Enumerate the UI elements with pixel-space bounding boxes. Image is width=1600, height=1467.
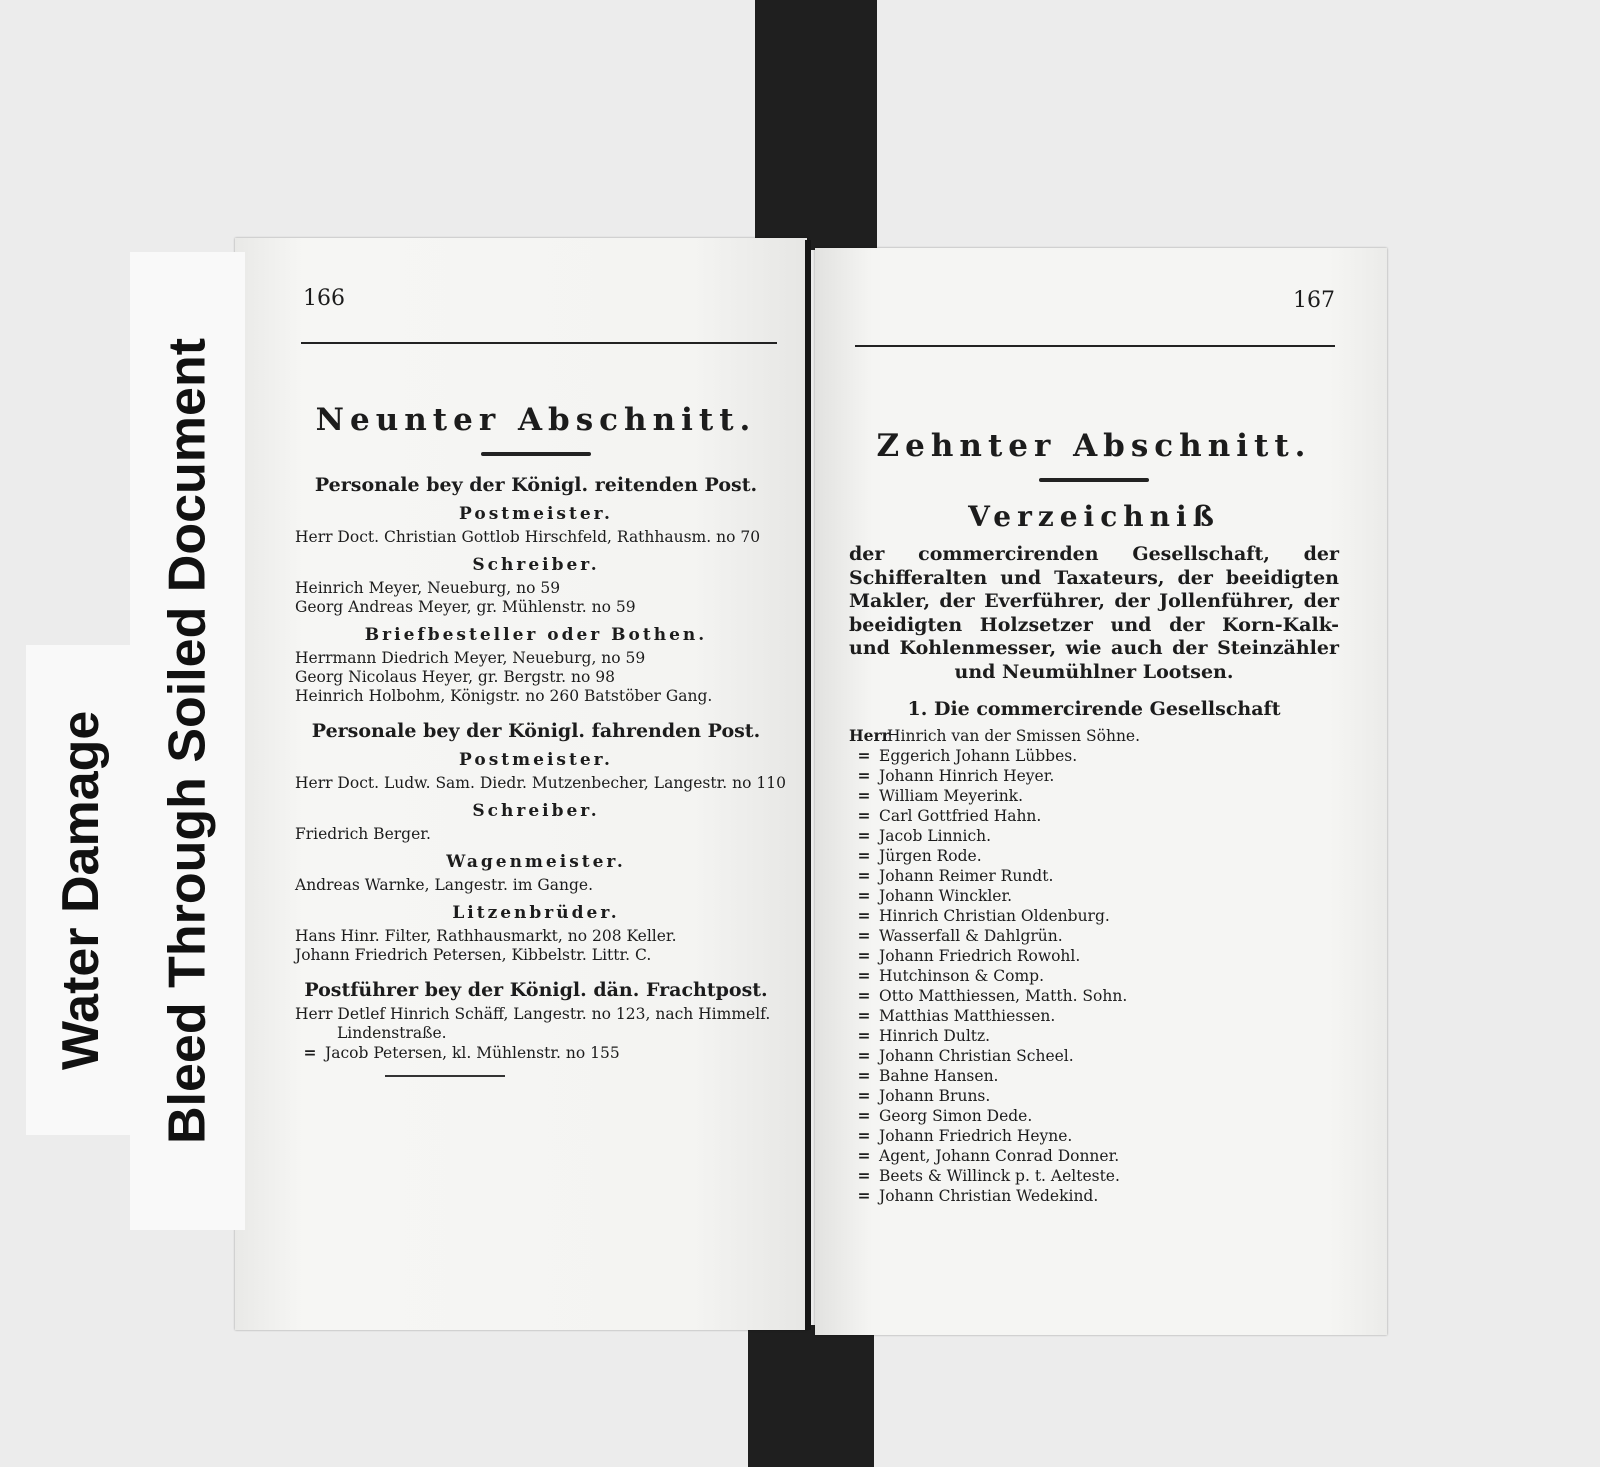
herr-prefix: Herr: [849, 726, 890, 745]
member-name: Bahne Hansen.: [879, 1067, 999, 1085]
list-item: [849, 1146, 1339, 1166]
entry: Herr Doct. Ludw. Sam. Diedr. Mutzenbecher, Langestr. no 110: [295, 774, 786, 792]
book-gutter: [805, 240, 811, 1330]
group-heading: Postmeister.: [459, 750, 613, 770]
list-item: [849, 866, 1339, 886]
entry: Andreas Warnke, Langestr. im Gange.: [295, 876, 594, 894]
member-name: Hinrich van der Smissen Söhne.: [887, 727, 1141, 745]
member-name: Wasserfall & Dahlgrün.: [879, 927, 1063, 945]
list-item: [849, 1106, 1339, 1126]
member-list: [849, 726, 1339, 1206]
member-name: Georg Simon Dede.: [879, 1107, 1033, 1125]
ditto-mark: =: [857, 906, 871, 925]
section-title: 1. Die commercirende Gesellschaft: [907, 698, 1281, 720]
ditto-mark: =: [857, 886, 871, 905]
header-rule-right: [855, 345, 1335, 347]
entry: Georg Nicolaus Heyer, gr. Bergstr. no 98: [295, 668, 616, 686]
list-item: [849, 726, 1339, 746]
list-item: [849, 1086, 1339, 1106]
list-item: [849, 1186, 1339, 1206]
ditto-mark: =: [857, 1046, 871, 1065]
section-title: Personale bey der Königl. fahrenden Post.: [311, 720, 761, 742]
list-item: [849, 1046, 1339, 1066]
page-number-right: 167: [1293, 288, 1335, 313]
entry: Heinrich Meyer, Neueburg, no 59: [295, 579, 561, 597]
member-name: Johann Christian Scheel.: [879, 1047, 1074, 1065]
member-name: Johann Friedrich Heyne.: [879, 1127, 1073, 1145]
header-rule-left: [301, 342, 777, 344]
member-name: Johann Christian Wedekind.: [879, 1187, 1099, 1205]
water-damage-label: Water Damage: [26, 645, 136, 1135]
entry-text: Jacob Petersen, kl. Mühlenstr. no 155: [325, 1044, 620, 1062]
member-name: Carl Gottfried Hahn.: [879, 807, 1042, 825]
ditto-mark: =: [857, 926, 871, 945]
list-item: [849, 926, 1339, 946]
member-name: Beets & Willinck p. t. Aelteste.: [879, 1167, 1120, 1185]
member-name: Jacob Linnich.: [879, 827, 992, 845]
left-page: [235, 238, 807, 1330]
group-heading: Litzenbrüder.: [452, 903, 620, 923]
chapter-title-right: Zehnter Abschnitt.: [876, 428, 1312, 464]
entry: Johann Friedrich Petersen, Kibbelstr. Littr. C.: [295, 946, 652, 964]
group-heading: Briefbesteller oder Bothen.: [364, 625, 708, 645]
ditto-mark: =: [857, 986, 871, 1005]
member-name: Hinrich Christian Oldenburg.: [879, 907, 1110, 925]
binding-strip-bottom: [748, 1325, 874, 1467]
list-item: [849, 1066, 1339, 1086]
member-name: Johann Winckler.: [879, 887, 1013, 905]
ditto-mark: =: [857, 1146, 871, 1165]
member-name: Johann Hinrich Heyer.: [879, 767, 1055, 785]
entry: [295, 1043, 777, 1063]
ditto-mark: =: [857, 1026, 871, 1045]
list-item: [849, 906, 1339, 926]
page-number-left: 166: [303, 286, 345, 311]
member-name: Johann Friedrich Rowohl.: [879, 947, 1081, 965]
group-heading: Wagenmeister.: [446, 852, 626, 872]
right-page-content: [849, 428, 1339, 1206]
bleed-through-label: Bleed Through Soiled Document: [130, 252, 245, 1230]
section-title: Postführer bey der Königl. dän. Frachtpost.: [304, 979, 768, 1001]
ditto-mark: =: [857, 1186, 871, 1205]
list-item: [849, 1026, 1339, 1046]
list-item: [849, 886, 1339, 906]
ditto-mark: =: [303, 1043, 317, 1062]
left-page-content: [295, 402, 786, 1077]
ditto-mark: =: [857, 746, 871, 765]
list-item: [849, 846, 1339, 866]
entry: Heinrich Holbohm, Königstr. no 260 Batstöber Gang.: [295, 687, 713, 705]
ditto-mark: =: [857, 1126, 871, 1145]
entry: Friedrich Berger.: [295, 825, 431, 843]
member-name: Eggerich Johann Lübbes.: [879, 747, 1078, 765]
list-item: [849, 766, 1339, 786]
register-title: Verzeichniß: [968, 500, 1220, 533]
list-item: [849, 946, 1339, 966]
binding-strip-top: [755, 0, 877, 250]
member-name: Otto Matthiessen, Matth. Sohn.: [879, 987, 1128, 1005]
list-item: [849, 1166, 1339, 1186]
list-item: [849, 1126, 1339, 1146]
list-item: [849, 1006, 1339, 1026]
ditto-mark: =: [857, 1086, 871, 1105]
ornament-rule: [481, 452, 591, 456]
entry: Herr Doct. Christian Gottlob Hirschfeld, Rathhausm. no 70: [295, 528, 761, 546]
section-title: Personale bey der Königl. reitenden Post.: [314, 474, 758, 496]
list-item: [849, 966, 1339, 986]
member-name: William Meyerink.: [879, 787, 1023, 805]
chapter-title-left: Neunter Abschnitt.: [315, 402, 757, 438]
member-name: Hutchinson & Comp.: [879, 967, 1044, 985]
entry: Georg Andreas Meyer, gr. Mühlenstr. no 59: [295, 598, 636, 616]
entry: Herrmann Diedrich Meyer, Neueburg, no 59: [295, 649, 646, 667]
member-name: Jürgen Rode.: [879, 847, 982, 865]
member-name: Hinrich Dultz.: [879, 1027, 991, 1045]
member-name: Johann Bruns.: [879, 1087, 991, 1105]
list-item: [849, 986, 1339, 1006]
member-name: Agent, Johann Conrad Donner.: [879, 1147, 1120, 1165]
entry: Hans Hinr. Filter, Rathhausmarkt, no 208 Keller.: [295, 927, 677, 945]
list-item: [849, 786, 1339, 806]
closing-rule: [385, 1075, 505, 1077]
ditto-mark: =: [857, 966, 871, 985]
list-item: [849, 806, 1339, 826]
group-heading: Schreiber.: [472, 555, 600, 575]
ditto-mark: =: [857, 1166, 871, 1185]
register-description: der commercirenden Gesellschaft, der Schifferalten und Taxateurs, der beeidigten Makler, der Everführer, der Jollenführer, der beeidigten Holzsetzer und der Korn-Kalk- und Kohlenmesser, wie auch der Steinzähler und Neumühlner Lootsen.: [849, 543, 1339, 683]
ditto-mark: =: [857, 1106, 871, 1125]
ditto-mark: =: [857, 866, 871, 885]
right-page: [815, 248, 1387, 1335]
member-name: Matthias Matthiessen.: [879, 1007, 1056, 1025]
list-item: [849, 746, 1339, 766]
list-item: [849, 826, 1339, 846]
ditto-mark: =: [857, 766, 871, 785]
ornament-rule: [1039, 478, 1149, 482]
ditto-mark: =: [857, 846, 871, 865]
group-heading: Postmeister.: [459, 504, 613, 524]
ditto-mark: =: [857, 946, 871, 965]
ditto-mark: =: [857, 826, 871, 845]
entry: Herr Detlef Hinrich Schäff, Langestr. no 123, nach Himmelf.: [295, 1005, 771, 1023]
ditto-mark: =: [857, 786, 871, 805]
ditto-mark: =: [857, 806, 871, 825]
ditto-mark: =: [857, 1066, 871, 1085]
group-heading: Schreiber.: [472, 801, 600, 821]
entry: Lindenstraße.: [337, 1024, 447, 1042]
ditto-mark: =: [857, 1006, 871, 1025]
member-name: Johann Reimer Rundt.: [879, 867, 1054, 885]
